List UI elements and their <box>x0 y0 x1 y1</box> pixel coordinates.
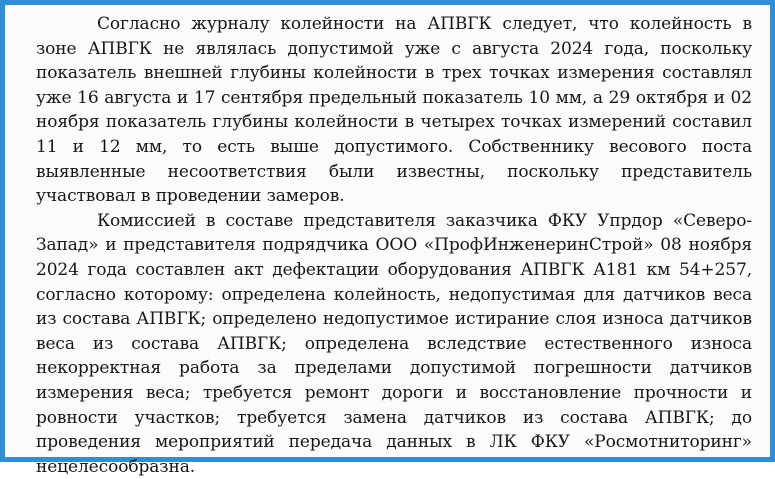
paragraph-defect-act: Комиссией в составе представителя заказчика ФКУ Упрдор «Северо-Запад» и представителя подрядчика ООО «ПрофИнженеринСтрой» 08 ноября 2024 года составлен акт дефектации оборудования АПВГК А181 км 54+257, согласно которому: определена колейность, недопустимая для датчиков веса из состава АПВГК; определено недопустимое истирание слоя износа датчиков веса из состава АПВГК; определена вследствие естественного износа некорректная работа за пределами допустимой погрешности датчиков измерения веса; требуется ремонт дороги и восстановление прочности и ровности участков; требуется замена датчиков из состава АПВГК; до проведения мероприятий передача данных в ЛК ФКУ «Росмотниторинг» нецелесообразна. <box>36 210 752 477</box>
document-body <box>36 12 752 479</box>
paragraph-rut-journal: Согласно журналу колейности на АПВГК следует, что колейность в зоне АПВГК не являлась допустимой уже с августа 2024 года, поскольку показатель внешней глубины колейности в трех точках измерения составлял уже 16 августа и 17 сентября предельный показатель 10 мм, а 29 октября и 02 ноября показатель глубины колейности в четырех точках измерений составил 11 и 12 мм, то есть выше допустимого. Собственнику весового поста выявленные несоответствия были известны, поскольку представитель участвовал в проведении замеров. <box>36 14 752 207</box>
